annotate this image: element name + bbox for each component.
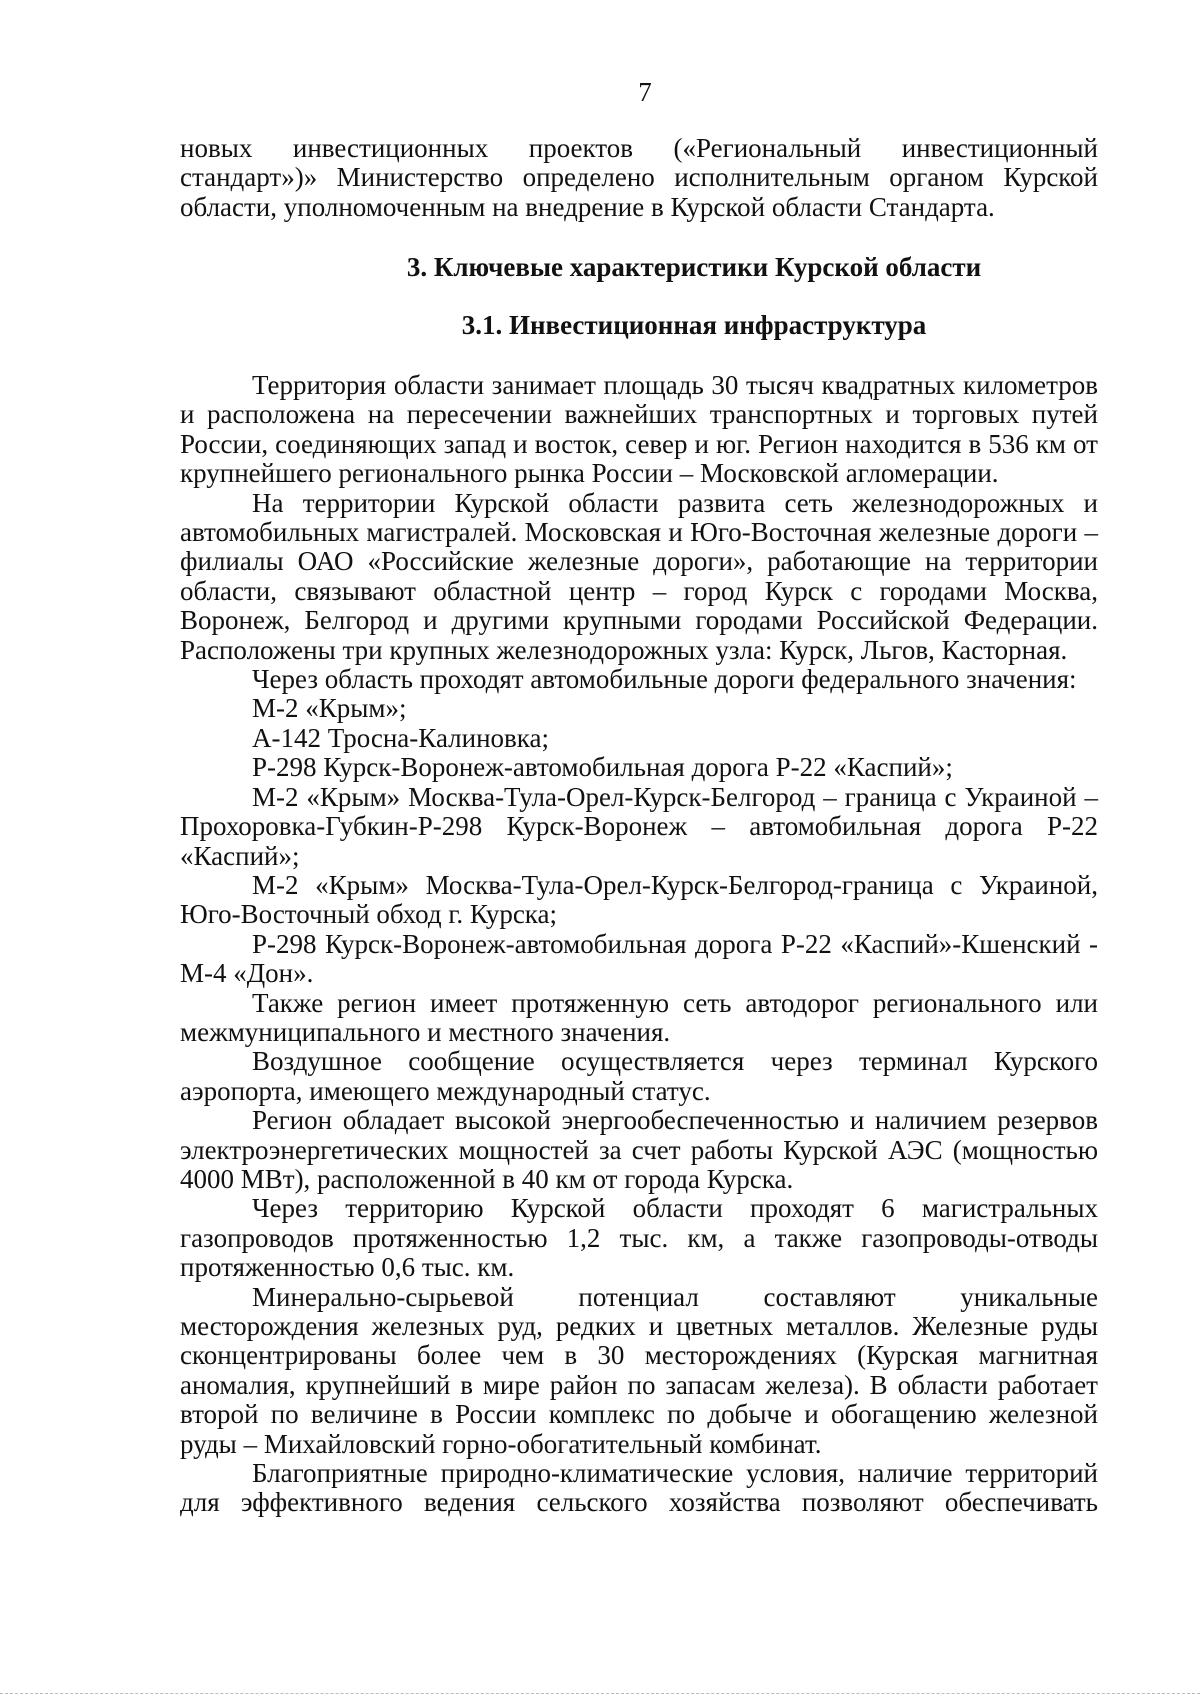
road-item: М-2 «Крым» Москва-Тула-Орел-Курск-Белгород – граница с Украиной – Прохоровка-Губкин-Р-298 Курск-Воронеж – автомобильная дорога Р-22 «Каспий»; (180, 781, 1098, 871)
paragraph-agriculture: Благоприятные природно-климатические условия, наличие территорий для эффективного ведения сельского хозяйства позволяют обеспечивать (180, 1458, 1098, 1518)
paragraph-minerals: Минерально-сырьевой потенциал составляют уникальные месторождения железных руд, редких и цветных металлов. Железные руды сконцентрированы более чем в 30 месторождениях (Курская магнитная аномалия, крупнейший в мире район по запасам железа). В области работает второй по величине в России комплекс по добыче и обогащению железной руды – Михайловский горно-обогатительный комбинат. (180, 1281, 1098, 1459)
intro-line: новых инвестиционных проектов («Региональный инвестиционный (180, 133, 1098, 163)
bottom-divider (0, 1693, 1200, 1695)
paragraph-territory: Территория области занимает площадь 30 тысяч квадратных километров и расположена на пересечении важнейших транспортных и торговых путей России, соединяющих запад и восток, север и юг. Регион находится в 536 км от крупнейшего регионального рынка России – Московской агломерации. (180, 370, 1098, 489)
subsection-heading: 3.1. Инвестиционная инфраструктура (461, 310, 927, 340)
road-item: А-142 Тросна-Калиновка; (252, 722, 549, 753)
paragraph-airport: Воздушное сообщение осуществляется через терминал Курского аэропорта, имеющего международный статус. (180, 1046, 1098, 1106)
page-number: 7 (638, 77, 652, 107)
road-item: Р-298 Курск-Воронеж-автомобильная дорога Р-22 «Каспий»-Кшенский - М-4 «Дон». (180, 928, 1098, 989)
road-item: М-2 «Крым» Москва-Тула-Орел-Курск-Белгород-граница с Украиной, Юго-Восточный обход г. Курска; (180, 869, 1098, 930)
intro-line: области, уполномоченным на внедрение в Курской области Стандарта. (180, 191, 995, 222)
section-heading: 3. Ключевые характеристики Курской области (406, 252, 982, 282)
paragraph-gas: Через территорию Курской области проходят 6 магистральных газопроводов протяженностью 1,2 тыс. км, а также газопроводы-отводы протяженностью 0,6 тыс. км. (180, 1193, 1098, 1283)
paragraph-railways: На территории Курской области развита сеть железнодорожных и автомобильных магистралей. Московская и Юго-Восточная железные дороги – филиалы ОАО «Российские железные дороги», работающие на территории области, связывают областной центр – город Курск с городами Москва, Воронеж, Белгород и другими крупными городами Российской Федерации. Расположены три крупных железнодорожных узла: Курск, Льгов, Касторная. (180, 487, 1098, 665)
road-item: М-2 «Крым»; (252, 693, 407, 724)
intro-paragraph (180, 134, 1098, 222)
paragraph-regional-roads: Также регион имеет протяженную сеть автодорог регионального или межмуниципального и местного значения. (180, 987, 1098, 1047)
intro-line: стандарт»)» Министерство определено исполнительным органом Курской (180, 162, 1098, 193)
body-text (180, 371, 1098, 1518)
road-item: Р-298 Курск-Воронеж-автомобильная дорога Р-22 «Каспий»; (252, 752, 953, 783)
paragraph-roads-intro: Через область проходят автомобильные дороги федерального значения: (252, 664, 1077, 695)
paragraph-energy: Регион обладает высокой энергообеспеченностью и наличием резервов электроэнергетических мощностей за счет работы Курской АЭС (мощностью 4000 МВт), расположенной в 40 км от города Курска. (180, 1105, 1098, 1194)
